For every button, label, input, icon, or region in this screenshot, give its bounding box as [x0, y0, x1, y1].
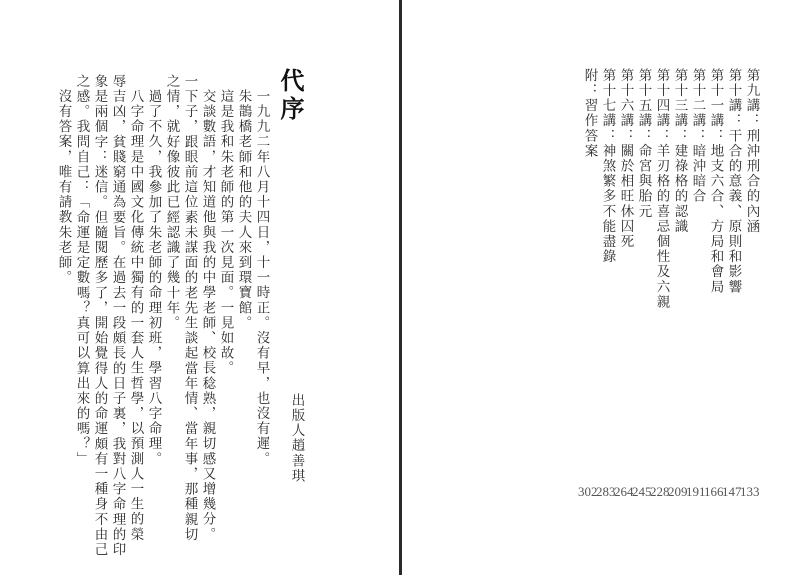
toc-entry-label: 第十四講：羊刃格的喜忌個性及六親: [653, 68, 670, 310]
preface-line: 一下子，跟眼前這位素未謀面的老先生談起當年情、當年事，那種親切: [181, 74, 198, 543]
toc-entry-label: 第十講：干合的意義、原則和影響: [725, 68, 742, 295]
toc-page-number: 302: [578, 484, 598, 499]
toc-entry-label: 附：習作答案: [581, 68, 598, 159]
toc-page-number: 133: [740, 484, 760, 499]
preface-title: 代序: [276, 68, 305, 124]
toc-page-number: 147: [722, 484, 742, 499]
preface-line: 這是我和朱老師的第一次見面。一見如故。: [217, 89, 234, 376]
preface-author: 出版人趙善琪: [288, 393, 305, 484]
preface-line: 八字命理是中國文化傳統中獨有的一套人生哲學，以預測人一生的榮: [127, 89, 144, 542]
toc-page-number: 283: [596, 484, 616, 499]
toc-page-number: 264: [614, 484, 634, 499]
preface-line: 之感。我問自己：「命運是定數嗎？真可以算出來的嗎？」: [73, 74, 90, 467]
preface-line: 之情，就好像彼此已經認識了幾十年。: [163, 74, 180, 331]
toc-entry-label: 第九講：刑沖刑合的內涵: [743, 68, 760, 235]
toc-entry-label: 第十二講：暗沖暗合: [689, 68, 706, 204]
preface-line: 過了不久，我參加了朱老師的命理初班，學習八字命理。: [145, 89, 162, 467]
preface-line: 沒有答案，唯有請教朱老師。: [55, 89, 72, 286]
preface-line: 一九九二年八月十四日，十一時正。沒有早，也沒有遲。: [253, 89, 270, 467]
preface-line: 辱吉凶，貧賤窮通為要旨。在過去一段頗長的日子裏，我對八字命理的印: [109, 74, 126, 558]
toc-entry-label: 第十五講：命宮與胎元: [635, 68, 652, 219]
preface-line: 朱鵲橋老師和他的夫人來到環寶館。: [235, 89, 252, 331]
contents-page: [402, 0, 800, 575]
toc-page-number: 191: [686, 484, 706, 499]
toc-page-number: 228: [650, 484, 670, 499]
toc-entry-label: 第十六講：關於相旺休囚死: [617, 68, 634, 250]
toc-page-number: 245: [632, 484, 652, 499]
toc-entry-label: 第十三講：建祿格的認識: [671, 68, 688, 235]
preface-line: 象是兩個字：迷信。但隨閱歷多了，開始覺得人的命運頗有一種身不由己: [91, 74, 108, 558]
toc-page-number: 209: [668, 484, 688, 499]
toc-page-number: 166: [704, 484, 724, 499]
toc-entry-label: 第十七講：神煞繁多不能盡錄: [599, 68, 616, 265]
preface-line: 交談數語，才知道他與我的中學老師、校長稔熟，親切感又增幾分。: [199, 89, 216, 542]
toc-entry-label: 第十一講：地支六合、方局和會局: [707, 68, 724, 295]
